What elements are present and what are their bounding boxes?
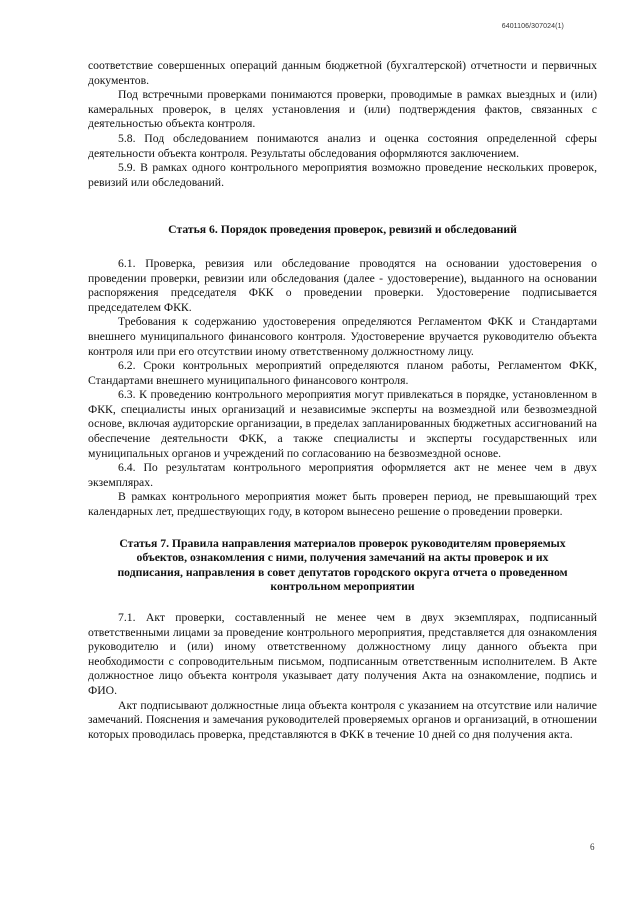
paragraph-5-9: 5.9. В рамках одного контрольного мероприятия возможно проведение нескольких проверок, ревизий или обследований. — [88, 161, 597, 189]
paragraph-7-1-signing: Акт подписывают должностные лица объекта контроля с указанием на отсутствие или наличие замечаний. Пояснения и замечания руководителей проверяемых органов и организаций, в отношении которых проводилась проверка, представляются в ФКК в течение 10 дней со дня получения акта. — [88, 698, 597, 741]
paragraph-6-1: 6.1. Проверка, ревизия или обследование проводятся на основании удостоверения о проведении проверки, ревизии или обследования (далее - удостоверение), выданного на основании распоряжения председателя ФКК о проведении проверки. Удостоверение подписывается председателем ФКК. — [88, 256, 597, 314]
paragraph-7-1: 7.1. Акт проверки, составленный не менее чем в двух экземплярах, подписанный ответственными лицами за проведение контрольного мероприятия, представляется для ознакомления руководителю и (или) иному ответственному должностному лицу данного объекта при необходимости с сопроводительным письмом, подписанным ответственным исполнителем. В Акте должностное лицо объекта контроля указывает дату получения Акта на ознакомление, подпись и ФИО. — [88, 611, 597, 697]
article-6-title: Статья 6. Порядок проведения проверок, ревизий и обследований — [168, 223, 517, 237]
page-number: 6 — [590, 842, 595, 852]
article-7-title: Статья 7. Правила направления материалов проверок руководителям проверяемых объектов, ознакомления с ними, получения замечаний на акты проверок и их подписания, направления в совет депутатов городского округа отчета о проведенном контрольном мероприятии — [117, 536, 568, 594]
paragraph-counter-checks: Под встречными проверками понимаются проверки, проводимые в рамках выездных и (или) камеральных проверок, в целях установления и (или) подтверждения фактов, связанных с деятельностью объекта контроля. — [88, 88, 597, 131]
document-id: 6401106/307024(1) — [501, 23, 564, 30]
document-body — [88, 59, 597, 742]
paragraph-5-7-end: соответствие совершенных операций данным бюджетной (бухгалтерской) отчетности и первичных документов. — [88, 59, 597, 87]
paragraph-6-2: 6.2. Сроки контрольных мероприятий определяются планом работы, Регламентом ФКК, Стандартами внешнего муниципального финансового контроля. — [88, 359, 597, 387]
paragraph-6-3: 6.3. К проведению контрольного мероприятия могут привлекаться в порядке, установленном в ФКК, специалисты иных организаций и независимые эксперты на возмездной или безвозмездной основе, включая аудиторские организации, в пределах запланированных бюджетных ассигнований на обеспечение деятельности ФКК, а также специалисты и эксперты государственных или муниципальных органов и учреждений по согласованию на безвозмездной основе. — [88, 388, 597, 460]
paragraph-5-8: 5.8. Под обследованием понимаются анализ и оценка состояния определенной сферы деятельности объекта контроля. Результаты обследования оформляются заключением. — [88, 131, 597, 160]
paragraph-6-1-requirements: Требования к содержанию удостоверения определяются Регламентом ФКК и Стандартами внешнего муниципального финансового контроля. Удостоверение вручается руководителю объекта контроля или при его отсутствии иному ответственному должностному лицу. — [88, 315, 597, 358]
paragraph-6-4: 6.4. По результатам контрольного мероприятия оформляется акт не менее чем в двух экземплярах. — [88, 461, 597, 489]
paragraph-6-4-period: В рамках контрольного мероприятия может быть проверен период, не превышающий трех календарных лет, предшествующих году, в котором вынесено решение о проведении проверки. — [88, 490, 597, 519]
